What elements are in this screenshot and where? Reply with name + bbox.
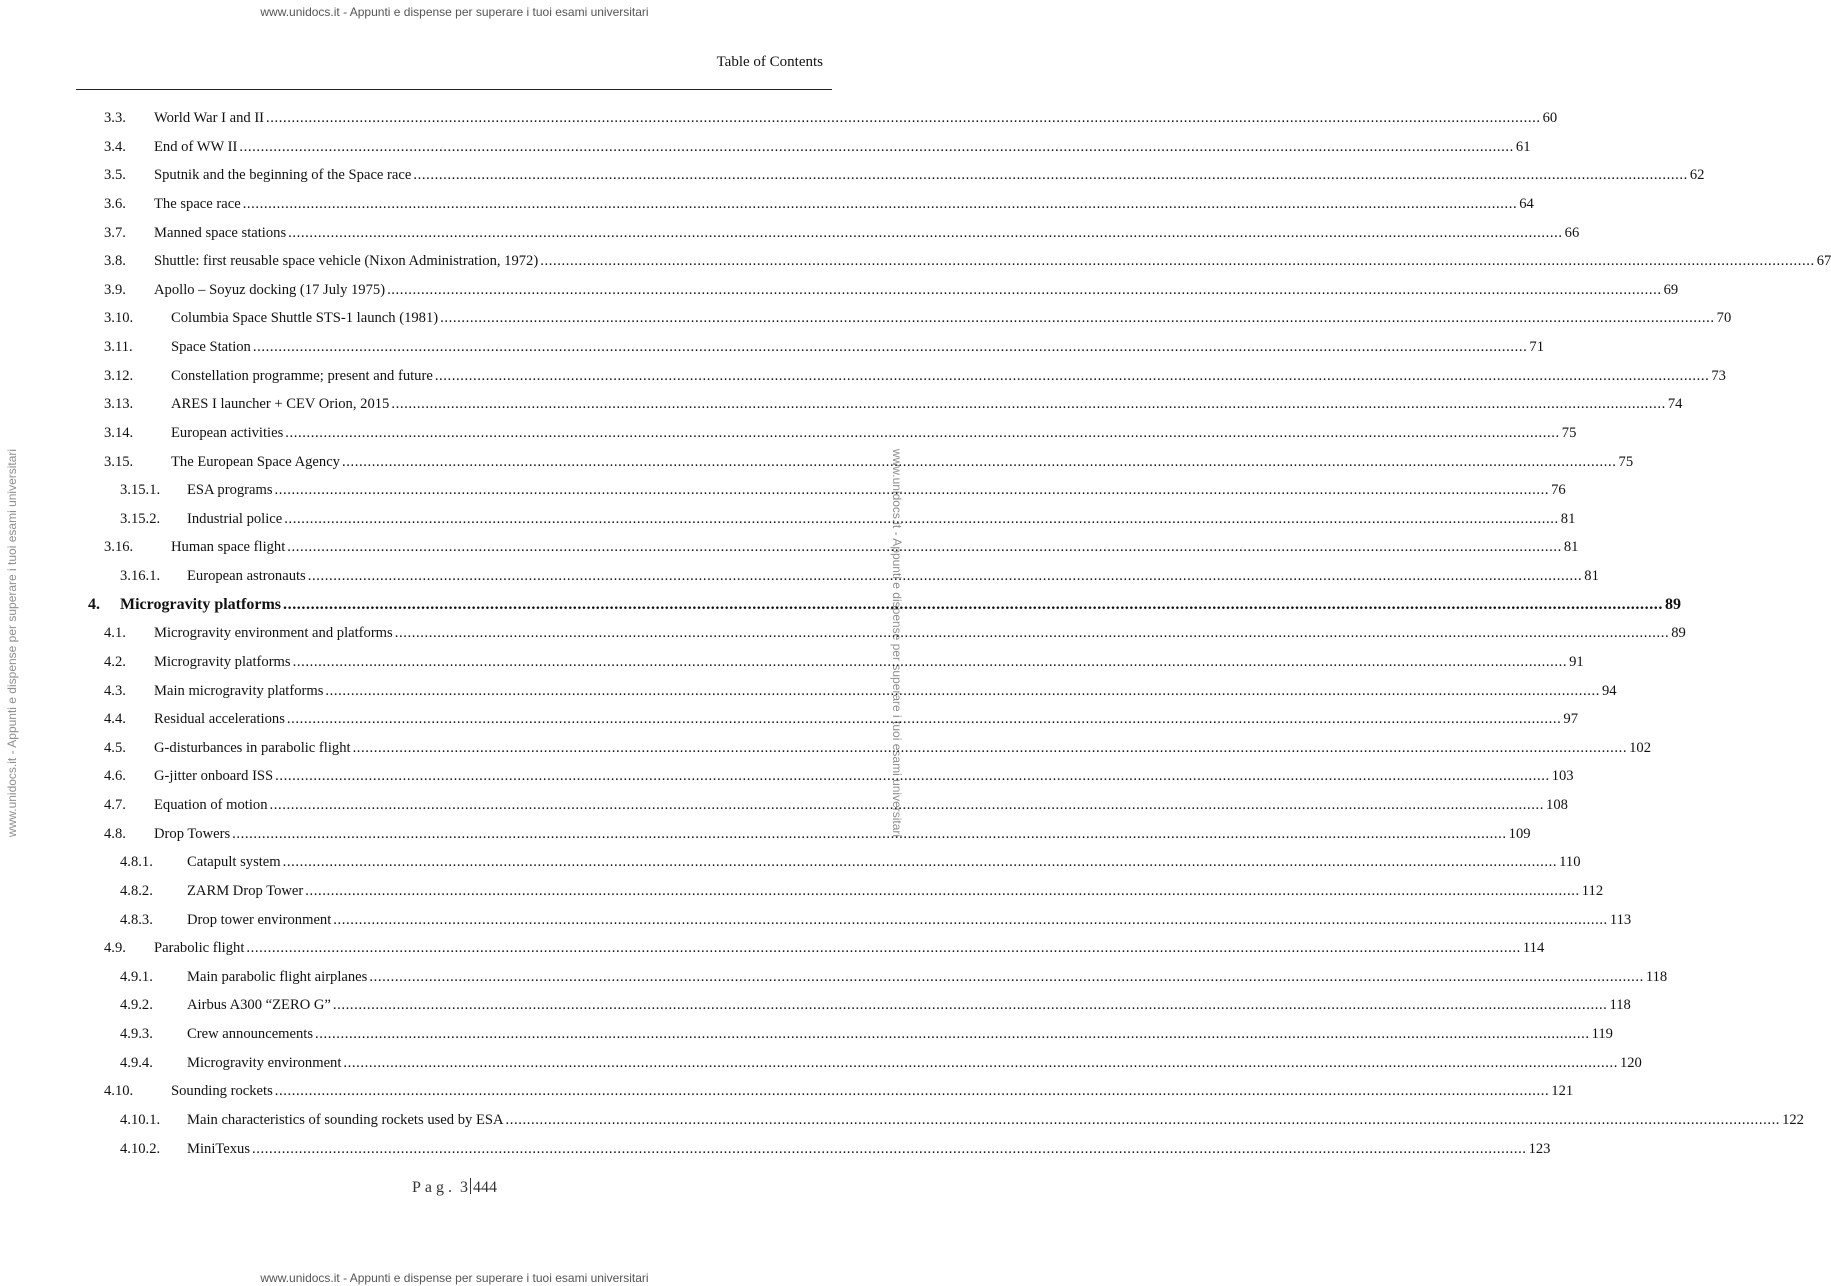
toc-leader-dots: ............................................................................................................................................................................................................................................................................................................ xyxy=(246,940,1521,957)
toc-entry[interactable] xyxy=(0,190,1534,219)
toc-leader-dots: ............................................................................................................................................................................................................................................................................................................ xyxy=(252,1140,1527,1157)
toc-entry-number: 3.15. xyxy=(104,453,134,470)
toc-entry-page: 122 xyxy=(1782,1111,1804,1128)
toc-entry-line xyxy=(171,448,1634,477)
toc-entry-title: Residual accelerations xyxy=(154,711,285,728)
toc-entry[interactable] xyxy=(0,276,1679,305)
toc-entry-page: 67 xyxy=(1816,253,1831,270)
toc-entry-title: Apollo – Soyuz docking (17 July 1975) xyxy=(154,281,386,298)
toc-entry[interactable] xyxy=(0,1135,1551,1164)
toc-entry-line xyxy=(171,362,1726,391)
toc-entry[interactable] xyxy=(0,133,1531,162)
toc-entry[interactable] xyxy=(0,333,1544,362)
table-of-contents xyxy=(0,104,1831,1163)
toc-entry-title: The space race xyxy=(154,195,241,212)
toc-entry-page: 89 xyxy=(1671,625,1686,642)
toc-leader-dots: ............................................................................................................................................................................................................................................................................................................ xyxy=(391,396,1666,413)
footer-total-pages: 444 xyxy=(473,1179,497,1196)
toc-leader-dots: ............................................................................................................................................................................................................................................................................................................ xyxy=(307,568,1583,584)
toc-entry[interactable] xyxy=(0,677,1617,706)
toc-entry[interactable] xyxy=(0,991,1631,1020)
toc-entry-number: 4.1. xyxy=(104,625,126,642)
toc-entry-number: 3.4. xyxy=(104,138,126,155)
toc-leader-dots: ............................................................................................................................................................................................................................................................................................................ xyxy=(352,739,1628,756)
watermark-left: www.unidocs.it - Appunti e dispense per superare i tuoi esami universitari xyxy=(5,448,19,838)
toc-entry-line xyxy=(154,762,1574,791)
toc-leader-dots: ............................................................................................................................................................................................................................................................................................................ xyxy=(232,825,1507,842)
toc-entry-number: 4.8.2. xyxy=(120,882,153,899)
toc-entry-title: Constellation programme; present and future xyxy=(171,367,433,384)
toc-entry-title: Parabolic flight xyxy=(154,940,245,957)
toc-entry-number: 4.9. xyxy=(104,940,126,957)
toc-entry-title: Columbia Space Shuttle STS-1 launch (1981) xyxy=(171,310,439,327)
toc-entry-line xyxy=(154,161,1705,190)
toc-entry[interactable] xyxy=(0,934,1545,963)
toc-entry-title: Main characteristics of sounding rockets used by ESA xyxy=(187,1111,504,1128)
toc-entry-line xyxy=(187,505,1576,534)
toc-entry-page: 75 xyxy=(1618,453,1634,470)
footer-page-number: 3 xyxy=(460,1179,468,1196)
toc-entry-page: 113 xyxy=(1609,911,1632,928)
toc-leader-dots: ............................................................................................................................................................................................................................................................................................................ xyxy=(285,424,1560,441)
toc-leader-dots: ............................................................................................................................................................................................................................................................................................................ xyxy=(283,595,1663,613)
toc-entry[interactable] xyxy=(0,963,1668,992)
toc-entry-number: 4.8. xyxy=(104,825,126,842)
toc-leader-dots: ............................................................................................................................................................................................................................................................................................................ xyxy=(292,653,1568,670)
toc-leader-dots: ............................................................................................................................................................................................................................................................................................................ xyxy=(325,682,1600,699)
toc-leader-dots: ............................................................................................................................................................................................................................................................................................................ xyxy=(305,882,1580,899)
toc-entry-page: 62 xyxy=(1689,167,1705,184)
toc-leader-dots: ............................................................................................................................................................................................................................................................................................................ xyxy=(434,367,1710,384)
toc-entry-number: 3.7. xyxy=(104,224,126,241)
toc-entry[interactable] xyxy=(0,1106,1804,1135)
toc-entry-title: Microgravity platforms xyxy=(154,653,291,670)
toc-leader-dots: ............................................................................................................................................................................................................................................................................................................ xyxy=(540,253,1815,270)
toc-entry-number: 3.11. xyxy=(104,339,133,355)
toc-entry-title: Space Station xyxy=(171,339,251,355)
toc-entry-page: 94 xyxy=(1601,682,1617,699)
toc-entry[interactable] xyxy=(0,562,1599,591)
toc-entry-page: 114 xyxy=(1522,940,1545,957)
toc-entry-page: 118 xyxy=(1609,997,1631,1014)
toc-leader-dots: ............................................................................................................................................................................................................................................................................................................ xyxy=(274,482,1550,499)
toc-leader-dots: ............................................................................................................................................................................................................................................................................................................ xyxy=(332,997,1608,1014)
toc-entry-title: Drop Towers xyxy=(154,825,231,842)
toc-entry-line xyxy=(154,247,1831,276)
toc-entry-line xyxy=(171,333,1544,362)
toc-entry-line xyxy=(187,1135,1551,1164)
toc-entry-line xyxy=(171,390,1683,419)
toc-entry[interactable] xyxy=(0,734,1651,763)
toc-entry-title: G-disturbances in parabolic flight xyxy=(154,739,351,756)
toc-entry[interactable] xyxy=(0,1049,1642,1078)
toc-entry-page: 89 xyxy=(1665,595,1681,613)
toc-entry-line xyxy=(187,991,1631,1020)
toc-entry-line xyxy=(187,906,1632,935)
toc-leader-dots: ............................................................................................................................................................................................................................................................................................................ xyxy=(239,138,1514,155)
watermark-bottom: www.unidocs.it - Appunti e dispense per superare i tuoi esami universitari xyxy=(260,1271,649,1285)
toc-leader-dots: ............................................................................................................................................................................................................................................................................................................ xyxy=(252,339,1528,355)
toc-entry-line xyxy=(187,963,1668,992)
toc-entry-page: 109 xyxy=(1508,825,1531,842)
toc-leader-dots: ............................................................................................................................................................................................................................................................................................................ xyxy=(269,797,1545,813)
toc-entry-line xyxy=(154,219,1580,248)
toc-entry[interactable] xyxy=(0,791,1568,820)
toc-entry-title: MiniTexus xyxy=(187,1140,251,1157)
toc-entry[interactable] xyxy=(0,906,1632,935)
toc-leader-dots: ............................................................................................................................................................................................................................................................................................................ xyxy=(275,768,1550,785)
toc-entry-line xyxy=(187,1020,1613,1049)
toc-entry-line xyxy=(120,591,1681,620)
toc-entry-line xyxy=(154,934,1545,963)
toc-leader-dots: ............................................................................................................................................................................................................................................................................................................ xyxy=(343,1054,1618,1071)
toc-entry-number: 3.5. xyxy=(104,167,126,184)
toc-entry-title: Shuttle: first reusable space vehicle (Nixon Administration, 1972) xyxy=(154,253,539,270)
toc-leader-dots: ............................................................................................................................................................................................................................................................................................................ xyxy=(505,1111,1781,1128)
toc-entry-page: 103 xyxy=(1551,768,1574,785)
toc-entry-line xyxy=(171,1077,1574,1106)
toc-entry-number: 4.7. xyxy=(104,797,126,813)
toc-entry-line xyxy=(154,276,1679,305)
toc-leader-dots: ............................................................................................................................................................................................................................................................................................................ xyxy=(394,625,1670,642)
toc-entry-page: 76 xyxy=(1551,482,1566,499)
toc-entry-line xyxy=(187,848,1581,877)
toc-entry-page: 97 xyxy=(1563,711,1579,728)
toc-entry-line xyxy=(154,705,1579,734)
toc-entry-line xyxy=(187,877,1604,906)
toc-entry-page: 91 xyxy=(1569,653,1584,670)
toc-entry-page: 70 xyxy=(1716,310,1732,327)
toc-leader-dots: ............................................................................................................................................................................................................................................................................................................ xyxy=(287,539,1562,556)
toc-entry-page: 74 xyxy=(1667,396,1683,413)
toc-entry-title: European astronauts xyxy=(187,568,306,584)
toc-entry-title: End of WW II xyxy=(154,138,238,155)
toc-entry-line xyxy=(154,104,1558,133)
toc-entry-number: 4.8.3. xyxy=(120,911,153,928)
toc-leader-dots: ............................................................................................................................................................................................................................................................................................................ xyxy=(369,968,1644,985)
toc-entry-title: Manned space stations xyxy=(154,224,287,241)
toc-entry-title: Microgravity environment and platforms xyxy=(154,625,393,642)
toc-entry[interactable] xyxy=(0,533,1579,562)
toc-entry-page: 81 xyxy=(1563,539,1579,556)
toc-entry[interactable] xyxy=(0,390,1683,419)
toc-entry-title: Equation of motion xyxy=(154,797,268,813)
toc-entry-title: ARES I launcher + CEV Orion, 2015 xyxy=(171,396,390,413)
toc-entry-page: 66 xyxy=(1564,224,1580,241)
toc-leader-dots: ............................................................................................................................................................................................................................................................................................................ xyxy=(341,453,1617,470)
toc-entry-number: 3.9. xyxy=(104,281,126,298)
toc-entry-line xyxy=(154,190,1534,219)
toc-entry-line xyxy=(187,476,1566,505)
toc-entry-number: 4.9.1. xyxy=(120,968,153,985)
toc-entry-page: 71 xyxy=(1529,339,1544,355)
toc-entry[interactable] xyxy=(0,762,1574,791)
toc-entry-page: 75 xyxy=(1561,424,1577,441)
toc-entry-page: 81 xyxy=(1584,568,1599,584)
toc-entry-number: 4.5. xyxy=(104,739,126,756)
toc-entry-line xyxy=(187,562,1599,591)
toc-entry-title: Human space flight xyxy=(171,539,286,556)
toc-entry-title: Industrial police xyxy=(187,510,283,527)
toc-entry-number: 3.12. xyxy=(104,367,134,384)
toc-entry-number: 4.2. xyxy=(104,653,126,670)
toc-entry-number: 4.6. xyxy=(104,768,126,785)
toc-entry-number: 3.16. xyxy=(104,539,134,556)
toc-entry[interactable] xyxy=(0,304,1732,333)
toc-entry-number: 3.6. xyxy=(104,195,126,212)
toc-entry-title: Main microgravity platforms xyxy=(154,682,324,699)
toc-entry-title: ZARM Drop Tower xyxy=(187,882,304,899)
toc-entry-page: 61 xyxy=(1515,138,1531,155)
toc-entry-title: Sputnik and the beginning of the Space race xyxy=(154,167,412,184)
toc-entry[interactable] xyxy=(0,104,1558,133)
toc-entry-title: Microgravity environment xyxy=(187,1054,342,1071)
toc-entry-number: 4.10.1. xyxy=(120,1111,161,1128)
toc-entry[interactable] xyxy=(0,1077,1574,1106)
toc-entry[interactable] xyxy=(0,820,1531,849)
toc-entry-title: The European Space Agency xyxy=(171,453,340,470)
page-footer xyxy=(0,1178,909,1197)
toc-entry-title: Catapult system xyxy=(187,854,281,871)
toc-leader-dots: ............................................................................................................................................................................................................................................................................................................ xyxy=(440,310,1715,327)
toc-entry-title: Crew announcements xyxy=(187,1026,314,1042)
toc-entry-number: 4.3. xyxy=(104,682,126,699)
toc-entry-page: 123 xyxy=(1528,1140,1551,1157)
toc-entry-number: 4.9.2. xyxy=(120,997,153,1014)
toc-entry[interactable] xyxy=(0,247,1831,276)
toc-entry-number: 3.3. xyxy=(104,110,126,126)
toc-leader-dots: ............................................................................................................................................................................................................................................................................................................ xyxy=(288,224,1563,241)
toc-leader-dots: ............................................................................................................................................................................................................................................................................................................ xyxy=(266,110,1541,126)
toc-leader-dots: ............................................................................................................................................................................................................................................................................................................ xyxy=(274,1083,1550,1100)
toc-entry-line xyxy=(154,791,1568,820)
header-title: Table of Contents xyxy=(716,54,823,70)
toc-leader-dots: ............................................................................................................................................................................................................................................................................................................ xyxy=(315,1026,1590,1042)
toc-entry-number: 4.8.1. xyxy=(120,854,153,871)
toc-entry-number: 3.15.1. xyxy=(120,482,161,499)
toc-entry-title: Airbus A300 “ZERO G” xyxy=(187,997,331,1014)
toc-entry-number: 3.13. xyxy=(104,396,134,413)
toc-entry[interactable] xyxy=(0,219,1580,248)
toc-entry-number: 4.10. xyxy=(104,1083,134,1100)
toc-entry[interactable] xyxy=(0,705,1579,734)
toc-entry-page: 108 xyxy=(1546,797,1568,813)
toc-entry-title: Sounding rockets xyxy=(171,1083,273,1100)
toc-entry-line xyxy=(171,533,1579,562)
toc-leader-dots: ............................................................................................................................................................................................................................................................................................................ xyxy=(284,510,1559,527)
toc-entry-line xyxy=(154,734,1651,763)
toc-entry-line xyxy=(154,619,1686,648)
toc-entry-page: 119 xyxy=(1591,1026,1613,1042)
toc-leader-dots: ............................................................................................................................................................................................................................................................................................................ xyxy=(333,911,1608,928)
toc-entry-number: 4.9.3. xyxy=(120,1026,153,1042)
toc-entry-page: 118 xyxy=(1645,968,1668,985)
toc-entry-title: Drop tower environment xyxy=(187,911,332,928)
toc-leader-dots: ............................................................................................................................................................................................................................................................................................................ xyxy=(413,167,1688,184)
toc-entry-page: 73 xyxy=(1711,367,1726,384)
toc-entry[interactable] xyxy=(0,362,1726,391)
toc-entry-page: 81 xyxy=(1560,510,1576,527)
toc-entry[interactable] xyxy=(0,505,1576,534)
toc-entry-title: Microgravity platforms xyxy=(120,595,281,613)
toc-entry[interactable] xyxy=(0,648,1584,677)
toc-entry-line xyxy=(171,419,1577,448)
toc-entry-number: 4.4. xyxy=(104,711,126,728)
toc-leader-dots: ............................................................................................................................................................................................................................................................................................................ xyxy=(387,281,1662,298)
toc-entry-page: 110 xyxy=(1559,854,1581,871)
toc-entry[interactable] xyxy=(0,848,1581,877)
toc-entry-title: World War I and II xyxy=(154,110,265,126)
toc-entry-number: 3.10. xyxy=(104,310,134,327)
footer-separator xyxy=(470,1178,471,1194)
toc-entry-page: 121 xyxy=(1551,1083,1574,1100)
toc-entry[interactable] xyxy=(0,476,1566,505)
toc-entry-line xyxy=(154,677,1617,706)
toc-leader-dots: ............................................................................................................................................................................................................................................................................................................ xyxy=(242,195,1518,212)
toc-entry[interactable] xyxy=(0,161,1705,190)
toc-entry-page: 120 xyxy=(1619,1054,1642,1071)
toc-entry-number: 3.8. xyxy=(104,253,126,270)
toc-entry-line xyxy=(154,133,1531,162)
toc-entry-number: 4.9.4. xyxy=(120,1054,153,1071)
toc-entry-number: 3.15.2. xyxy=(120,510,161,527)
toc-entry[interactable] xyxy=(0,877,1604,906)
toc-entry-title: European activities xyxy=(171,424,284,441)
toc-entry-title: Main parabolic flight airplanes xyxy=(187,968,368,985)
toc-entry-line xyxy=(171,304,1732,333)
toc-entry-line xyxy=(154,820,1531,849)
watermark-right: www.unidocs.it - Appunti e dispense per superare i tuoi esami universitari xyxy=(890,448,904,838)
toc-entry-number: 3.16.1. xyxy=(120,568,161,584)
toc-leader-dots: ............................................................................................................................................................................................................................................................................................................ xyxy=(286,711,1562,728)
toc-entry-number: 4. xyxy=(88,595,100,613)
toc-entry-line xyxy=(187,1049,1642,1078)
toc-entry[interactable] xyxy=(0,448,1634,477)
header-divider xyxy=(76,89,832,90)
toc-entry-number: 3.14. xyxy=(104,424,134,441)
toc-entry[interactable] xyxy=(0,1020,1613,1049)
toc-entry-number: 4.10.2. xyxy=(120,1140,161,1157)
toc-entry-title: ESA programs xyxy=(187,482,273,499)
watermark-top: www.unidocs.it - Appunti e dispense per superare i tuoi esami universitari xyxy=(260,5,649,19)
toc-entry-page: 69 xyxy=(1663,281,1679,298)
toc-entry-line xyxy=(187,1106,1804,1135)
toc-entry-title: G-jitter onboard ISS xyxy=(154,768,274,785)
footer-label: Pag. xyxy=(412,1179,456,1196)
toc-entry-page: 60 xyxy=(1542,110,1558,126)
toc-entry-line xyxy=(154,648,1584,677)
toc-entry-page: 102 xyxy=(1629,739,1651,756)
toc-entry-page: 64 xyxy=(1519,195,1534,212)
toc-entry[interactable] xyxy=(0,419,1577,448)
toc-entry[interactable] xyxy=(0,619,1686,648)
toc-leader-dots: ............................................................................................................................................................................................................................................................................................................ xyxy=(282,854,1558,871)
toc-entry-page: 112 xyxy=(1581,882,1604,899)
toc-entry[interactable] xyxy=(0,591,1681,620)
